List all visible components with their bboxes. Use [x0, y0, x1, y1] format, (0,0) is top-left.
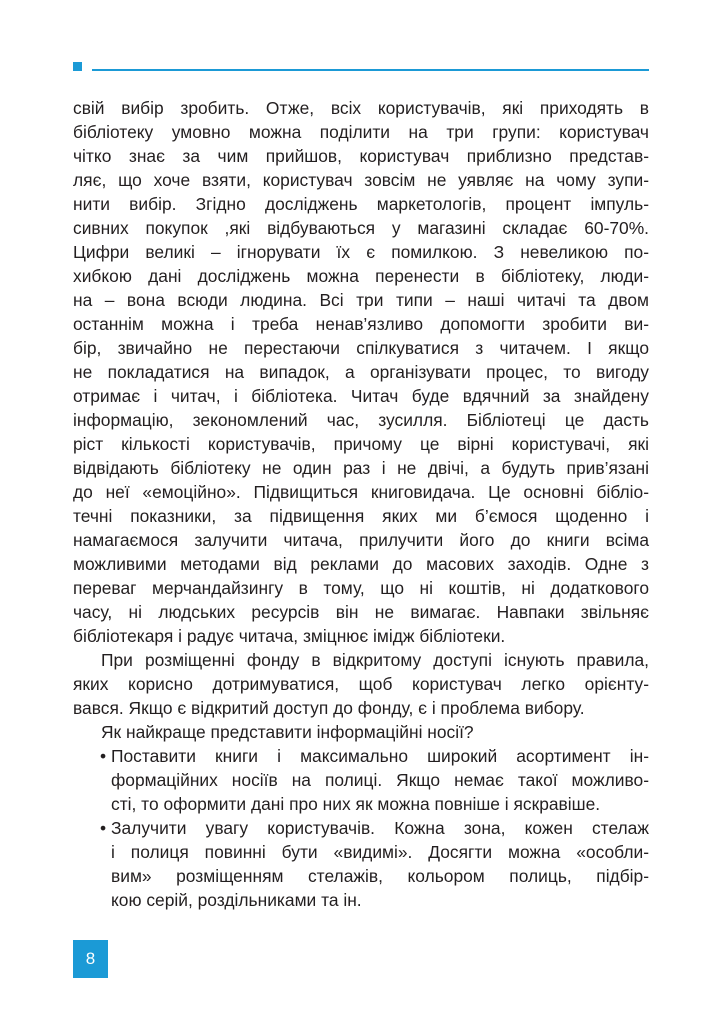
paragraph	[73, 96, 649, 648]
text-line: на – вона всюди людина. Всі три типи – наші читачі та двом	[73, 290, 649, 310]
text-line: нити вибір. Згідно досліджень маркетологів, процент імпуль-	[73, 194, 649, 214]
text-line: яких корисно дотримуватися, щоб користувач легко орієнту-	[73, 674, 649, 694]
text-line: відвідають бібліотеку не один раз і не двічі, а будуть прив’язані	[73, 458, 649, 478]
text-line: сивних покупок ,які відбуваються у магазині складає 60-70%.	[73, 218, 649, 238]
text-line: останнім можна і треба ненав’язливо допомогти зробити ви-	[73, 314, 649, 334]
bullet-icon: •	[100, 746, 107, 766]
text-line: і полиця повинні бути «видимі». Досягти можна «особли-	[111, 842, 649, 862]
page-body	[73, 96, 649, 912]
paragraph	[73, 648, 649, 720]
bullet-icon: •	[100, 818, 107, 838]
text-line: бібліотеку умовно можна поділити на три групи: користувач	[73, 122, 649, 142]
text-line: свій вибір зробить. Отже, всіх користувачів, які приходять в	[73, 98, 649, 118]
text-line: намагаємося залучити читача, прилучити його до книги всіма	[73, 530, 649, 550]
header-rule	[92, 69, 649, 71]
text-line: Поставити книги і максимально широкий асортимент ін-	[111, 746, 649, 766]
text-line: хибкою дані досліджень можна перенести в бібліотеку, люди-	[73, 266, 649, 286]
text-line: Залучити увагу користувачів. Кожна зона, кожен стелаж	[111, 818, 649, 838]
page-number: 8	[73, 940, 108, 978]
text-line: інформацію, зекономлений час, зусилля. Бібліотеці це дасть	[73, 410, 649, 430]
text-line: не покладатися на випадок, а організувати процес, то вигоду	[73, 362, 649, 382]
header-marker	[73, 62, 82, 71]
text-line: Цифри великі – ігнорувати їх є помилкою. З невеликою по-	[73, 242, 649, 262]
text-line: можливими методами від реклами до масових заходів. Одне з	[73, 554, 649, 574]
text-line: отримає і читач, і бібліотека. Читач буде вдячний за знайдену	[73, 386, 649, 406]
text-line: ріст кількості користувачів, причому це вірні користувачі, які	[73, 434, 649, 454]
text-line: вався. Якщо є відкритий доступ до фонду, є і проблема вибору.	[73, 698, 585, 718]
text-line: Як найкраще представити інформаційні носії?	[101, 722, 474, 742]
list-item	[73, 816, 649, 912]
list-item	[73, 744, 649, 816]
text-line: кою серій, роздільниками та ін.	[111, 890, 362, 910]
text-line: формаційних носіїв на полиці. Якщо немає такої можливо-	[111, 770, 649, 790]
question	[73, 720, 649, 744]
text-line: часу, ні людських ресурсів він не вимагає. Навпаки звільняє	[73, 602, 649, 622]
text-line: чітко знає за чим прийшов, користувач приблизно представ-	[73, 146, 649, 166]
text-line: При розміщенні фонду в відкритому доступі існують правила,	[101, 650, 649, 670]
text-line: ляє, що хоче взяти, користувач зовсім не уявляє на чому зупи-	[73, 170, 649, 190]
text-line: переваг мерчандайзингу в тому, що ні коштів, ні додаткового	[73, 578, 649, 598]
text-line: до неї «емоційно». Підвищиться книговидача. Це основні бібліо-	[73, 482, 649, 502]
text-line: сті, то оформити дані про них як можна повніше і яскравіше.	[111, 794, 601, 814]
text-line: бібліотекаря і радує читача, зміцнює імідж бібліотеки.	[73, 626, 506, 646]
text-line: бір, звичайно не перестаючи спілкуватися з читачем. І якщо	[73, 338, 649, 358]
text-line: вим» розміщенням стелажів, кольором полиць, підбір-	[111, 866, 649, 886]
text-line: течні показники, за підвищення яких ми б’ємося щоденно і	[73, 506, 649, 526]
